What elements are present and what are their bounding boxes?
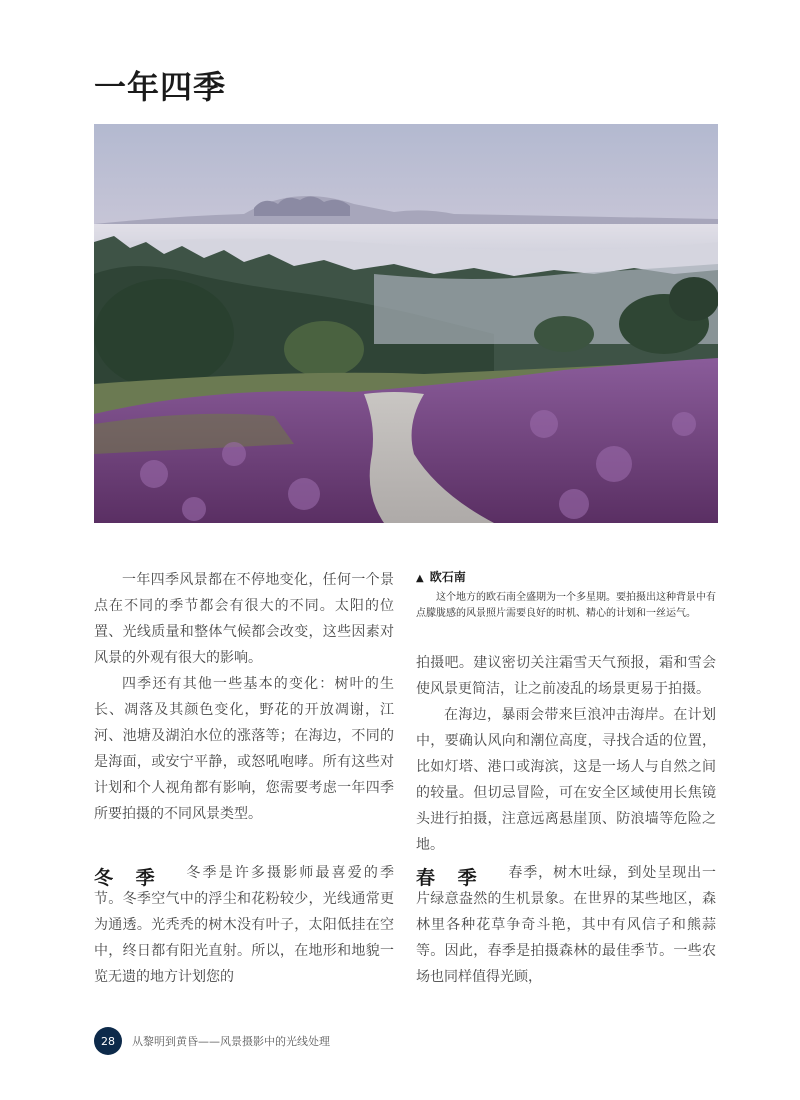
- caption-text: 这个地方的欧石南全盛期为一个多星期。要拍摄出这种背景中有点朦胧感的风景照片需要良好的时机、精心的计划和一丝运气。: [416, 592, 716, 619]
- right-paragraph-1: 拍摄吧。建议密切关注霜雪天气预报，霜和雪会使风景更简洁，让之前凌乱的场景更易于拍摄。: [416, 655, 716, 697]
- spring-paragraph: 春季，树木吐绿，到处呈现出一片绿意盎然的生机景象。在世界的某些地区，森林里各种花草争奇斗艳，其中有风信子和熊蒜等。因此，春季是拍摄森林的最佳季节。一些农场也同样值得光顾，: [416, 865, 716, 985]
- right-column-top: [416, 650, 716, 858]
- running-title: 从黎明到黄昏——风景摄影中的光线处理: [132, 1035, 330, 1048]
- photo-caption: [416, 568, 718, 622]
- caption-heading: [416, 568, 718, 588]
- page-title: 一年四季: [94, 68, 227, 106]
- winter-paragraph: 冬季是许多摄影师最喜爱的季节。冬季空气中的浮尘和花粉较少，光线通常更为通透。光秃秃的树木没有叶子，太阳低挂在空中，终日都有阳光直射。所以，在地形和地貌一览无遗的地方计划您的: [94, 865, 394, 985]
- page-number: 28: [94, 1027, 122, 1055]
- caption-heading-text: 欧石南: [429, 570, 466, 584]
- right-paragraph-2: 在海边，暴雨会带来巨浪冲击海岸。在计划中，要确认风向和潮位高度，寻找合适的位置，比如灯塔、港口或海滨，这是一场人与自然之间的较量。但切忌冒险，可在安全区域使用长焦镜头进行拍摄，注意远离悬崖顶、防浪墙等危险之地。: [416, 707, 716, 853]
- spring-heading: 春 季: [416, 867, 485, 889]
- spring-column: [416, 860, 716, 990]
- intro-column: [94, 567, 394, 827]
- intro-paragraph-2: 四季还有其他一些基本的变化：树叶的生长、凋落及其颜色变化，野花的开放凋谢，江河、池塘及湖泊水位的涨落等；在海边，不同的是海面，或安宁平静，或怒吼咆哮。所有这些对计划和个人视角都有影响，您需要考虑一年四季所要拍摄的不同风景类型。: [94, 676, 394, 822]
- intro-paragraph-1: 一年四季风景都在不停地变化，任何一个景点在不同的季节都会有很大的不同。太阳的位置、光线质量和整体气候都会改变，这些因素对风景的外观有很大的影响。: [94, 572, 394, 666]
- page-footer: [94, 1027, 330, 1055]
- landscape-photo: [94, 124, 718, 523]
- triangle-up-icon: ▲: [416, 573, 424, 584]
- winter-heading: 冬 季: [94, 867, 163, 889]
- winter-column: [94, 860, 394, 990]
